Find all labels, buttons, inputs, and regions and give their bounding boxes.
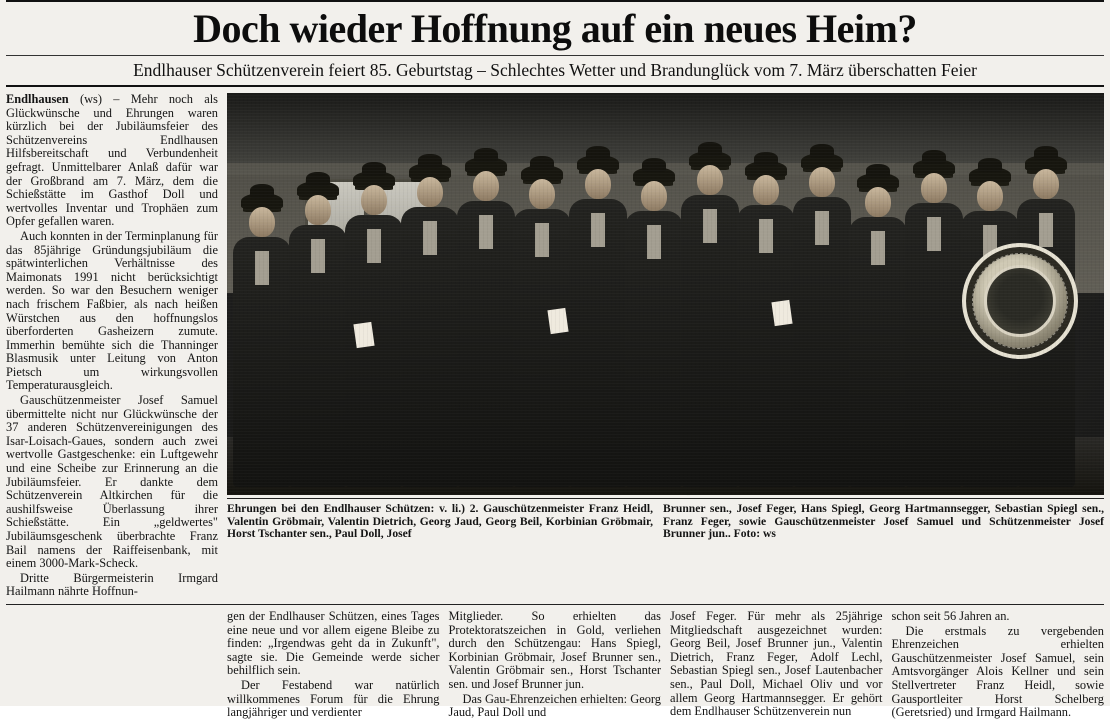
article-column-1-spacer — [6, 610, 218, 721]
article-column-2 — [227, 610, 440, 721]
photo-credit: Foto: ws — [733, 527, 776, 541]
paragraph: Auch konnten in der Terminplanung für das 85jährige Gründungsjubiläum die spätwinterlichen Verhältnisse des Maimonats 1991 nicht berücksichtigt werden. So war den Besuchern weniger nach frischem Faßbier, als nach heißen Würstchen aus den hoffnungslos überforderten Gasheizern zumute. Immerhin bemühte sich die Thanninger Blasmusik unter Leitung von Anton Pietsch um wirkungsvollen Temperaturausgleich. — [6, 228, 218, 393]
article-column-5 — [892, 610, 1105, 721]
paragraph: Mitglieder. So erhielten das Protektoratszeichen in Gold, verliehen durch den Schützengau: Hans Spiegl, Korbinian Gröbmair, Josef Brunner sen., Valentin Gröbmair sen., Horst Tschanter sen. und Josef Brunner jun. — [448, 608, 661, 691]
photo-caption-left: Ehrungen bei den Endlhauser Schützen: v. li.) 2. Gauschützenmeister Franz Heidl, Valentin Gröbmair, Valentin Dietrich, Georg Jaud, Georg Beil, Korbinian Gröbmair, Horst Tschanter sen., Paul Doll, Josef — [227, 502, 653, 541]
subheadline: Endlhauser Schützenverein feiert 85. Geburtstag – Schlechtes Wetter und Brandunglück vom 7. März überschatten Feier — [133, 60, 977, 80]
article-column-1 — [6, 93, 218, 600]
photo-caption-bar — [227, 498, 1104, 541]
article-column-4 — [670, 610, 883, 721]
paragraph: Das Gau-Ehrenzeichen erhielten: Georg Jaud, Paul Doll und — [448, 691, 661, 720]
article-body — [6, 87, 1104, 600]
paragraph: Dritte Bürgermeisterin Irmgard Hailmann nährte Hoffnun- — [6, 570, 218, 599]
paragraph: Josef Feger. Für mehr als 25jährige Mitgliedschaft ausgezeichnet wurden: Georg Beil, Josef Brunner jun., Valentin Dietrich, Franz Feger, Adolf Lechl, Sebastian Spiegl sen., Josef Lautenbacher sen., Paul Doll, Michael Oliv und vor allem Georg Hartmannsegger. Er gehört dem Endlhauser Schützenverein nun — [670, 608, 883, 719]
paragraph — [6, 93, 218, 229]
dateline: Endlhausen — [6, 92, 69, 106]
paragraph: gen der Endlhauser Schützen, eines Tages eine neue und vor allem eigene Bleibe zu finden: „Irgendwas geht da in Zukunft", sagte sie. Die Gemeinde werde sicher behilflich sein. — [227, 608, 440, 678]
article-column-3 — [449, 610, 662, 721]
photo-caption-right — [663, 503, 1104, 541]
paragraph: Gauschützenmeister Josef Samuel übermittelte nicht nur Glückwünsche der 37 anderen Schützenvereinigungen des Isar-Loisach-Gaues, sondern auch zwei wertvolle Gastgeschenke: ein Luftgewehr und eine Scheibe zur Erinnerung an die Jubiläumsfeier. Er dankte dem Schützenverein Altkirchen für die aushilfsweise Überlassung ihrer Schießstätte. Ein „geldwertes" Jubiläumsgeschenk überbrachte Franz Bail namens der Raiffeisenbank, mit einem 3000-Mark-Scheck. — [6, 393, 218, 571]
paragraph: Die erstmals zu vergebenden Ehrenzeichen erhielten Gauschützenmeister Josef Samuel, sein Amtsvorgänger Alois Kellner und sein Stellvertreter Franz Heidl, sowie Gausportleiter Horst Schelberg (Geretsried) und Irmgard Hailmann. — [891, 623, 1104, 720]
photo-grain — [227, 93, 1104, 495]
paragraph: Der Festabend war natürlich willkommenes Forum für die Ehrung langjähriger und verdienter — [227, 677, 440, 720]
caption-text: Brunner sen., Josef Feger, Hans Spiegl, Georg Hartmannsegger, Sebastian Spiegl sen., Franz Feger, sowie Gauschützenmeister Josef Samuel und Schützenmeister Josef Brunner jun.. — [663, 502, 1104, 541]
group-photo — [227, 93, 1104, 495]
paragraph-text: (ws) – Mehr noch als Glückwünsche und Ehrungen waren kürzlich bei der Jubiläumsfeier des Schützenvereins Endlhausen Hilfsbereitschaft und Verbundenheit gefragt. Unmittelbarer Anlaß dafür war der Großbrand am 7. März, dem die Schießstätte im Gasthof Doll und wertvolles Inventar und Trophäen zum Opfer gefallen waren. — [6, 92, 218, 229]
lower-article-columns — [6, 604, 1104, 721]
photo-and-lower-text — [227, 93, 1104, 600]
paragraph: schon seit 56 Jahren an. — [891, 608, 1010, 623]
page-title: Doch wieder Hoffnung auf ein neues Heim? — [193, 6, 917, 51]
